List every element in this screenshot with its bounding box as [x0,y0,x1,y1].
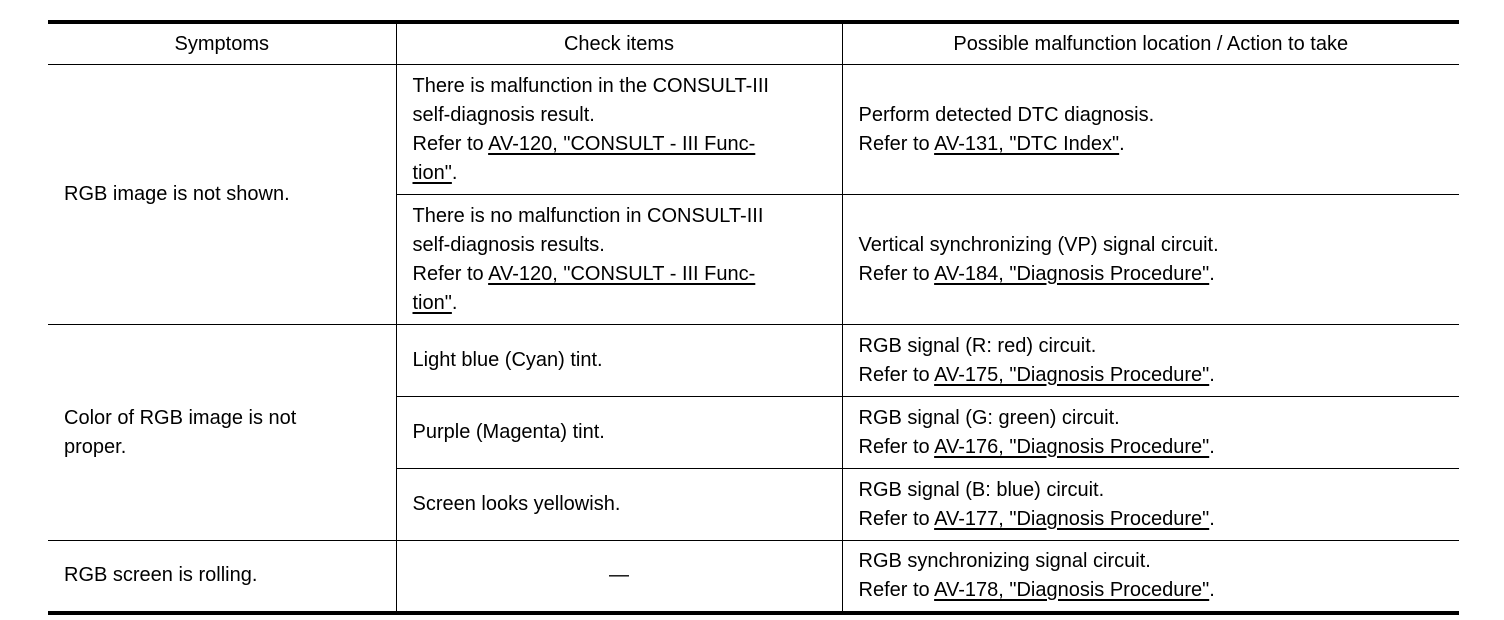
action-cell [842,469,1459,541]
table-row [48,541,1459,613]
action-text: RGB synchronizing signal circuit. [858,549,1151,572]
empty-dash: — [609,564,629,587]
check-item-cell [396,65,842,195]
header-symptoms: Symptoms [48,22,396,65]
check-text: self-diagnosis result. [412,103,595,126]
check-text: Screen looks yellowish. [412,493,621,515]
refer-prefix: Refer to [858,435,935,458]
action-text: RGB signal (R: red) circuit. [858,334,1097,357]
refer-prefix: Refer to [858,262,935,285]
action-text: Vertical synchronizing (VP) signal circuit. [858,233,1219,256]
refer-suffix: . [451,161,458,184]
action-cell [842,195,1459,325]
refer-suffix: . [1209,578,1215,601]
refer-suffix: . [1209,507,1215,530]
action-cell [842,541,1459,613]
check-item-cell [396,469,842,541]
table-row [48,65,1459,195]
reference-link[interactable]: AV-120, "CONSULT - III Func- tion" [412,262,756,314]
symptom-text: RGB image is not shown. [64,183,290,205]
refer-prefix: Refer to [412,262,489,285]
reference-link[interactable]: AV-178, "Diagnosis Procedure" [934,578,1210,601]
action-cell [842,65,1459,195]
refer-prefix: Refer to [858,363,935,386]
refer-prefix: Refer to [858,132,935,155]
check-text: Purple (Magenta) tint. [412,421,605,443]
header-row [48,22,1459,65]
reference-link[interactable]: AV-175, "Diagnosis Procedure" [934,363,1210,386]
header-check-items: Check items [396,22,842,65]
check-item-cell [396,195,842,325]
refer-suffix: . [1209,435,1215,458]
symptom-text: RGB screen is rolling. [64,564,258,587]
table-row [48,325,1459,397]
check-text: self-diagnosis results. [412,233,605,256]
reference-link[interactable]: AV-176, "Diagnosis Procedure" [934,435,1210,458]
symptom-cell [48,541,396,613]
action-text: RGB signal (G: green) circuit. [858,406,1120,429]
check-text: There is no malfunction in CONSULT-III [412,204,764,227]
symptom-text: proper. [64,435,127,458]
reference-link[interactable]: AV-131, "DTC Index" [934,132,1120,155]
refer-prefix: Refer to [412,132,489,155]
check-item-cell [396,541,842,613]
check-item-cell [396,325,842,397]
reference-link[interactable]: AV-120, "CONSULT - III Func- tion" [412,132,756,184]
check-item-cell [396,397,842,469]
symptom-text: Color of RGB image is not [64,406,297,429]
action-text: RGB signal (B: blue) circuit. [858,478,1105,501]
refer-prefix: Refer to [858,578,935,601]
header-action: Possible malfunction location / Action to take [842,22,1459,65]
reference-link[interactable]: AV-184, "Diagnosis Procedure" [934,262,1210,285]
action-cell [842,397,1459,469]
symptom-cell [48,65,396,325]
refer-suffix: . [1119,132,1125,155]
refer-prefix: Refer to [858,507,935,530]
check-text: Light blue (Cyan) tint. [412,349,603,371]
refer-suffix: . [1209,363,1215,386]
reference-link[interactable]: AV-177, "Diagnosis Procedure" [934,507,1210,530]
action-text: Perform detected DTC diagnosis. [858,103,1155,126]
refer-suffix: . [451,291,458,314]
action-cell [842,325,1459,397]
symptom-cell [48,325,396,541]
check-text: There is malfunction in the CONSULT-III [412,74,769,97]
refer-suffix: . [1209,262,1215,285]
diagnosis-table [48,20,1459,615]
